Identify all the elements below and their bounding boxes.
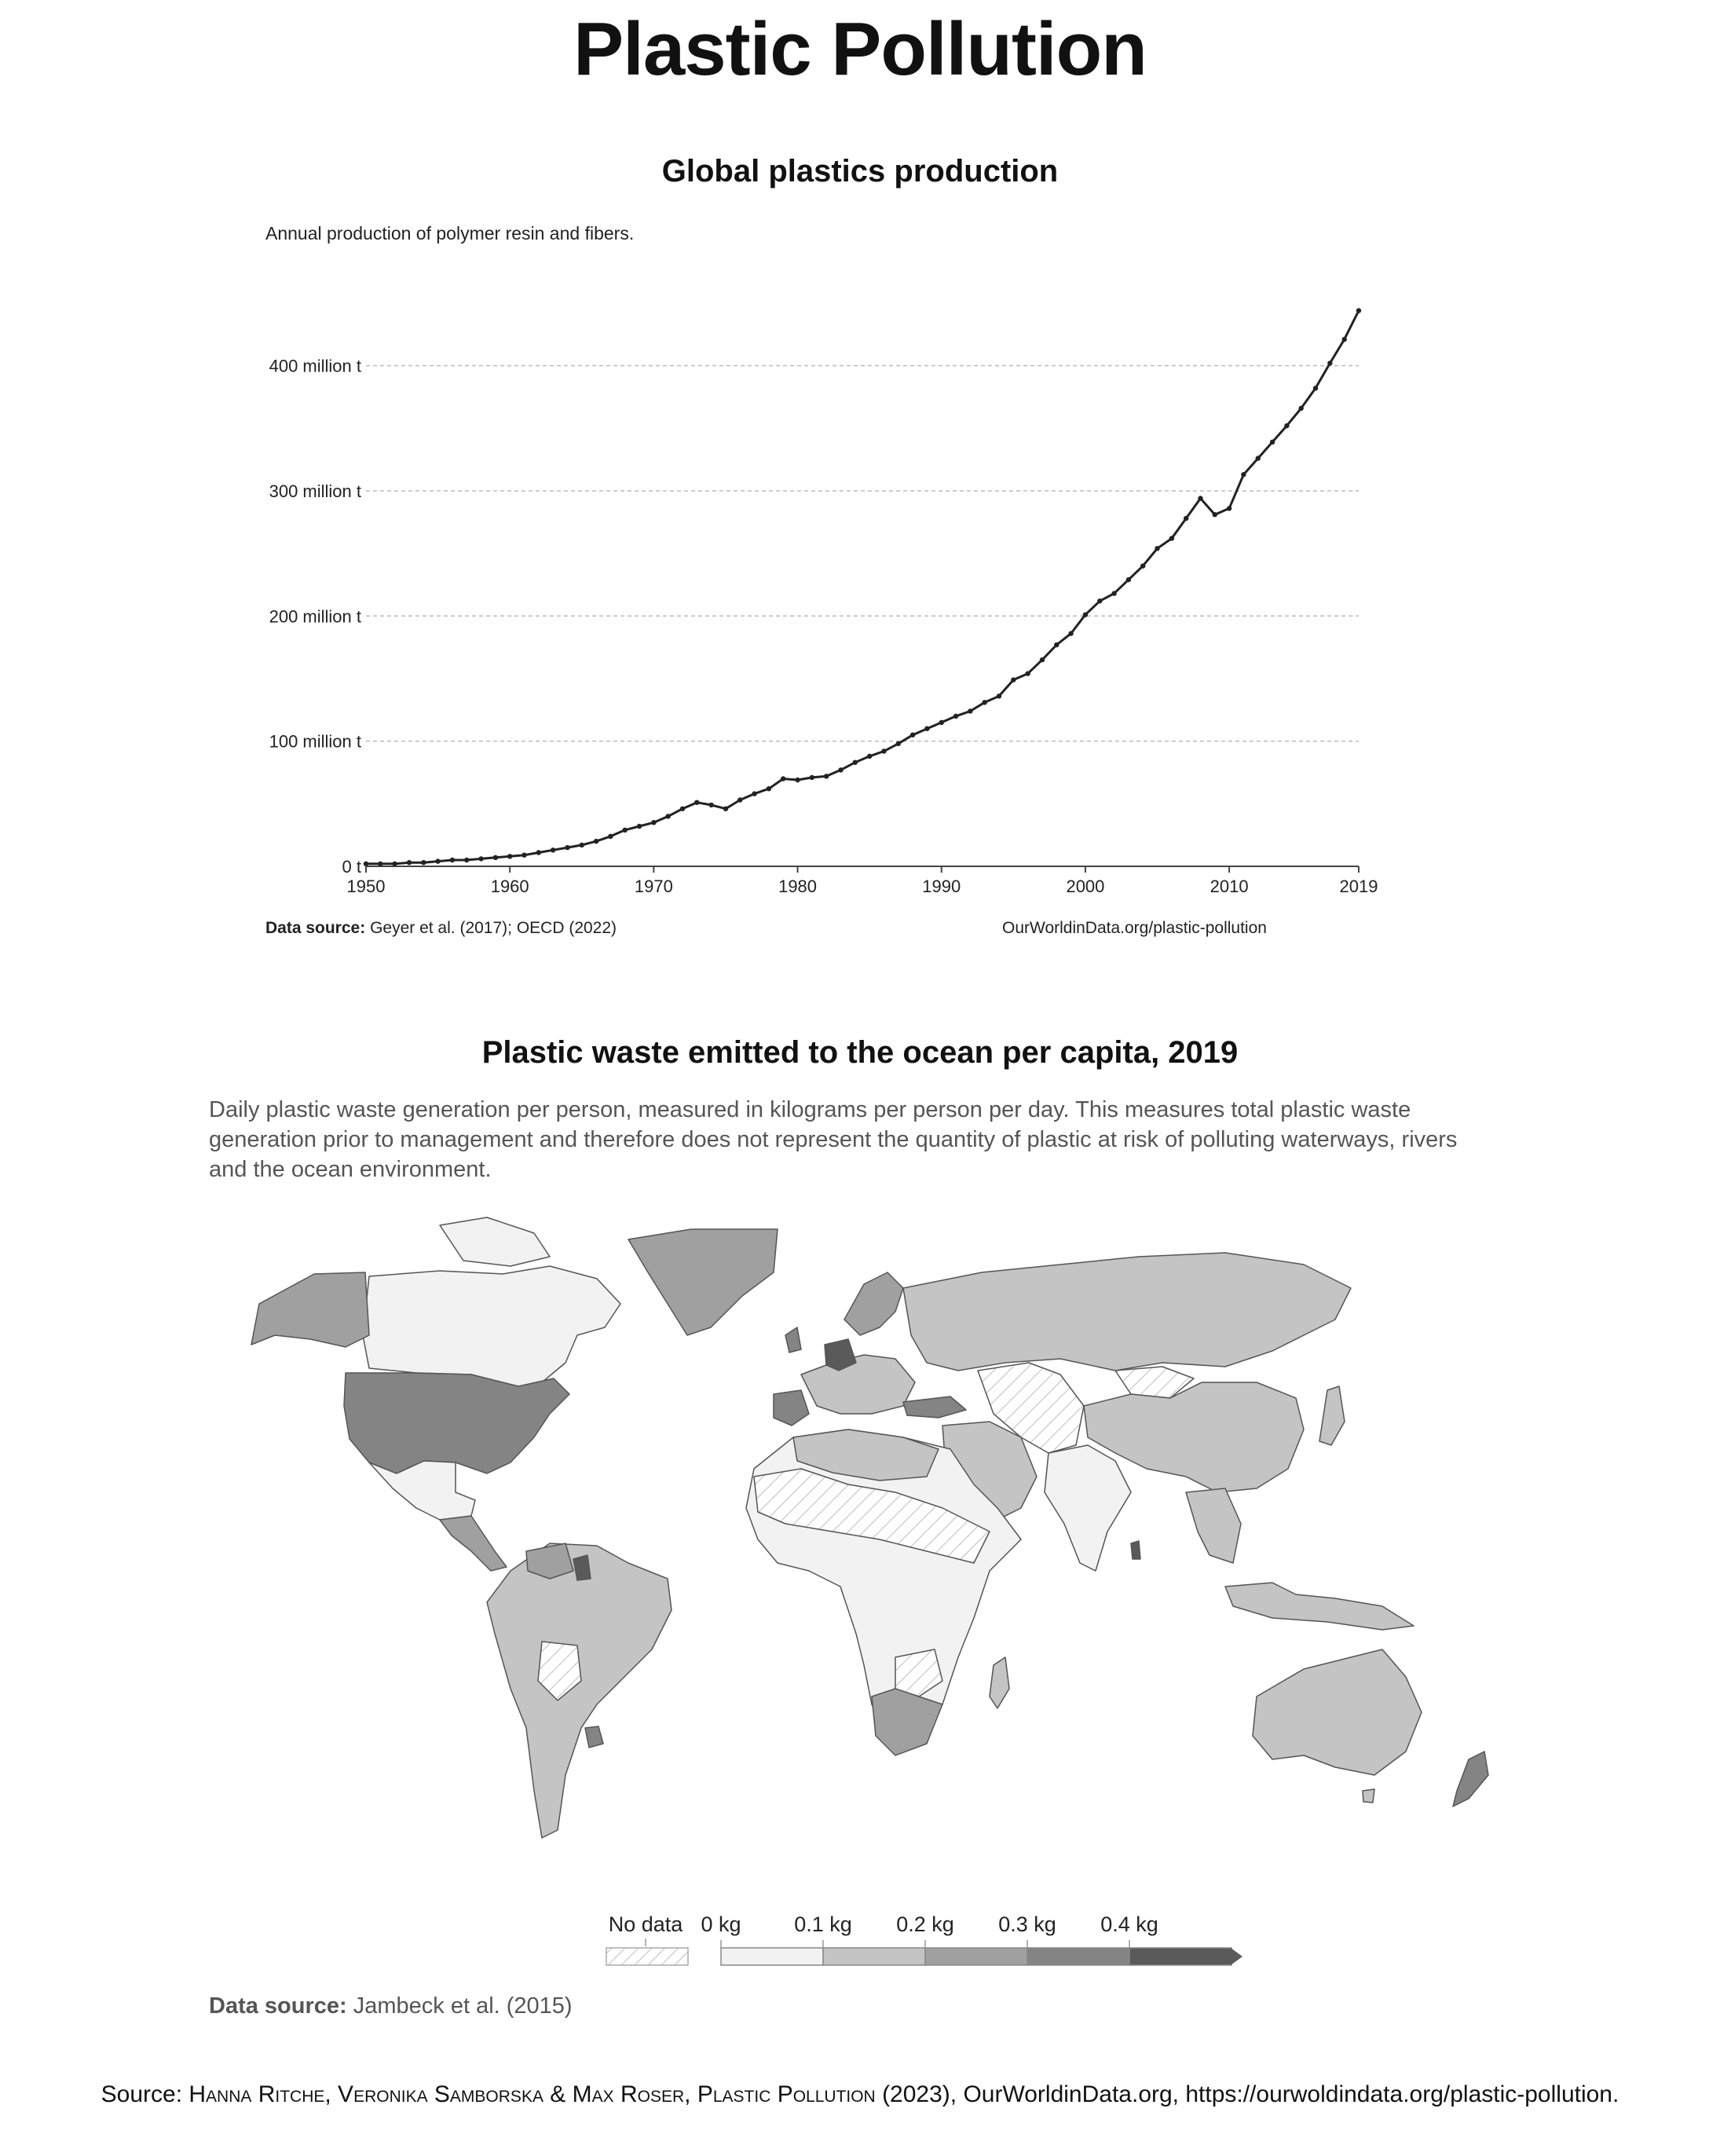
production-chart-subtitle: Annual production of polymer resin and fibers. (265, 223, 635, 243)
map-region-indonesia[interactable] (1225, 1583, 1414, 1630)
data-point[interactable] (997, 694, 1001, 698)
source-label: Data source: (265, 919, 366, 937)
data-point[interactable] (1227, 506, 1231, 511)
data-point[interactable] (838, 767, 843, 772)
data-point[interactable] (551, 847, 555, 852)
production-series-points (364, 308, 1361, 866)
data-point[interactable] (637, 824, 642, 829)
production-series-line (366, 311, 1359, 864)
y-axis-ticks (269, 357, 361, 877)
data-point[interactable] (1327, 361, 1332, 365)
map-region-alaska[interactable] (251, 1272, 369, 1347)
map-region-central-america[interactable] (440, 1516, 507, 1571)
production-chart-url[interactable]: OurWorldinData.org/plastic-pollution (1002, 919, 1267, 937)
x-tick-label: 2019 (1339, 877, 1378, 896)
map-region-turkey[interactable] (903, 1396, 966, 1418)
map-region-canada-islands[interactable] (440, 1217, 550, 1266)
data-point[interactable] (781, 776, 785, 781)
map-region-russia[interactable] (903, 1253, 1351, 1371)
legend-swatch (1129, 1948, 1231, 1965)
data-point[interactable] (478, 856, 483, 861)
data-point[interactable] (364, 862, 368, 866)
legend-swatch (823, 1948, 925, 1965)
data-point[interactable] (623, 828, 628, 833)
legend-bin-label: 0.1 kg (794, 1913, 852, 1936)
data-point[interactable] (896, 741, 901, 746)
data-point[interactable] (493, 855, 498, 860)
data-point[interactable] (1184, 516, 1188, 521)
data-point[interactable] (1026, 671, 1030, 675)
map-region-sri-lanka[interactable] (1131, 1541, 1140, 1559)
map-data-source (209, 1993, 573, 2019)
data-point[interactable] (594, 839, 598, 844)
footer-separator: , (684, 2081, 697, 2107)
data-point[interactable] (737, 797, 742, 802)
data-point[interactable] (666, 814, 671, 818)
data-point[interactable] (881, 749, 886, 753)
legend-swatch (925, 1948, 1027, 1965)
legend-swatch (721, 1948, 823, 1965)
data-point[interactable] (810, 775, 814, 780)
map-region-usa[interactable] (344, 1373, 569, 1473)
source-text: Geyer et al. (2017); OECD (2022) (370, 919, 617, 937)
data-point[interactable] (1270, 440, 1275, 445)
map-chart-title: Plastic waste emitted to the ocean per capita, 2019 (481, 1035, 1239, 1070)
x-tick-label: 1990 (922, 877, 961, 896)
production-data-source (265, 919, 617, 938)
footer-authors: Hanna Ritche, Veronika Samborska & Max Roser (188, 2081, 685, 2107)
x-tick-label: 2000 (1066, 877, 1105, 896)
map-region-scandinavia[interactable] (844, 1272, 903, 1335)
legend-bin-label: 0 kg (701, 1913, 741, 1936)
data-point[interactable] (752, 791, 756, 796)
data-point[interactable] (1213, 512, 1217, 517)
x-tick-label: 2010 (1209, 877, 1249, 896)
data-point[interactable] (1111, 591, 1116, 595)
legend-bin-label: 0.4 kg (1100, 1913, 1158, 1936)
data-point[interactable] (521, 853, 526, 858)
data-point[interactable] (1040, 657, 1045, 662)
data-point[interactable] (910, 733, 915, 738)
data-point[interactable] (853, 760, 858, 765)
data-point[interactable] (580, 843, 584, 847)
map-region-south-america[interactable] (487, 1543, 672, 1838)
map-region-western-europe[interactable] (801, 1355, 915, 1414)
production-chart-title: Global plastics production (661, 154, 1059, 189)
source-text: Jambeck et al. (2015) (353, 1993, 573, 2019)
legend-bin-label: 0.2 kg (896, 1913, 954, 1936)
y-tick-label: 100 million t (269, 731, 361, 752)
data-point[interactable] (1054, 642, 1059, 647)
data-point[interactable] (1284, 423, 1289, 428)
data-point[interactable] (378, 862, 382, 866)
legend-bin-label: 0.3 kg (998, 1913, 1056, 1936)
y-tick-label: 0 t (342, 857, 361, 877)
y-tick-label: 300 million t (269, 481, 361, 501)
footer-work-title: Plastic Pollution (697, 2081, 876, 2107)
data-point[interactable] (1241, 472, 1246, 477)
data-point[interactable] (608, 834, 613, 839)
data-point[interactable] (450, 858, 455, 862)
data-point[interactable] (1126, 577, 1131, 582)
data-point[interactable] (536, 850, 541, 855)
data-point[interactable] (867, 754, 872, 759)
map-chart-subtitle: Daily plastic waste generation per person, measured in kilograms per person per day. This measures total plastic waste generation prior to management and therefore does not represent the quantity of plastic at risk of polluting waterways, rivers and the ocean environment. (209, 1097, 1458, 1182)
x-tick-label: 1980 (778, 877, 818, 896)
data-point[interactable] (1299, 406, 1304, 411)
data-point[interactable] (1097, 598, 1102, 603)
data-point[interactable] (464, 858, 469, 862)
data-point[interactable] (924, 727, 929, 731)
data-point[interactable] (1169, 536, 1174, 540)
x-tick-label: 1970 (634, 877, 673, 896)
map-region-mexico[interactable] (369, 1461, 475, 1520)
data-point[interactable] (1256, 456, 1261, 460)
map-region-uruguay[interactable] (585, 1726, 603, 1748)
data-point[interactable] (565, 845, 569, 850)
data-point[interactable] (651, 820, 656, 825)
data-point[interactable] (1342, 337, 1347, 342)
map-region-uk[interactable] (785, 1327, 801, 1353)
footer-prefix: Source: (101, 2081, 189, 2107)
page-title: Plastic Pollution (573, 7, 1147, 91)
data-point[interactable] (680, 807, 685, 811)
map-legend (0, 1901, 1720, 1979)
map-region-tasmania[interactable] (1363, 1789, 1374, 1803)
map-region-india[interactable] (1045, 1445, 1131, 1571)
data-point[interactable] (1198, 496, 1202, 500)
footer-citation (0, 2081, 1720, 2108)
data-point[interactable] (983, 700, 987, 705)
source-label: Data source: (209, 1993, 347, 2019)
y-tick-label: 200 million t (269, 606, 361, 627)
y-tick-label: 400 million t (269, 356, 361, 376)
data-point[interactable] (824, 774, 829, 778)
data-point[interactable] (392, 862, 397, 866)
data-point[interactable] (795, 778, 800, 782)
map-region-iberia[interactable] (774, 1390, 809, 1426)
legend-no-data-swatch (606, 1948, 688, 1965)
data-point[interactable] (507, 854, 512, 858)
x-tick-label: 1950 (346, 877, 386, 896)
data-point[interactable] (1140, 563, 1145, 568)
data-point[interactable] (709, 803, 714, 807)
data-point[interactable] (767, 786, 771, 791)
legend-no-data-label: No data (608, 1913, 683, 1936)
data-point[interactable] (435, 858, 440, 863)
data-point[interactable] (1313, 386, 1318, 390)
x-tick-label: 1960 (490, 877, 529, 896)
x-axis-ticks (347, 866, 1378, 896)
data-point[interactable] (694, 800, 699, 805)
map-region-madagascar[interactable] (990, 1657, 1009, 1708)
data-point[interactable] (407, 860, 412, 865)
data-point[interactable] (421, 860, 426, 865)
map-region-greenland[interactable] (628, 1229, 778, 1335)
data-point[interactable] (1356, 308, 1361, 313)
map-region-australia[interactable] (1253, 1649, 1422, 1775)
data-point[interactable] (1155, 546, 1159, 551)
data-point[interactable] (968, 708, 972, 713)
map-region-southeast-asia[interactable] (1186, 1488, 1241, 1563)
production-line-chart (0, 251, 1720, 911)
world-map (0, 1210, 1720, 1854)
data-point[interactable] (939, 720, 944, 725)
data-point[interactable] (723, 807, 728, 811)
data-point[interactable] (1011, 677, 1016, 682)
data-point[interactable] (1068, 631, 1073, 635)
data-point[interactable] (953, 714, 958, 719)
legend-arrow (1231, 1948, 1242, 1965)
data-point[interactable] (1083, 613, 1088, 617)
map-region-japan[interactable] (1319, 1386, 1345, 1445)
legend-swatch (1027, 1948, 1129, 1965)
legend-bins (701, 1913, 1242, 1965)
map-region-venezuela[interactable] (526, 1543, 573, 1579)
y-gridlines (366, 366, 1359, 741)
map-region-canada[interactable] (363, 1266, 620, 1386)
footer-rest[interactable]: (2023), OurWorldinData.org, https://ourwoldindata.org/plastic-pollution. (875, 2081, 1619, 2107)
map-region-new-zealand[interactable] (1453, 1752, 1488, 1806)
